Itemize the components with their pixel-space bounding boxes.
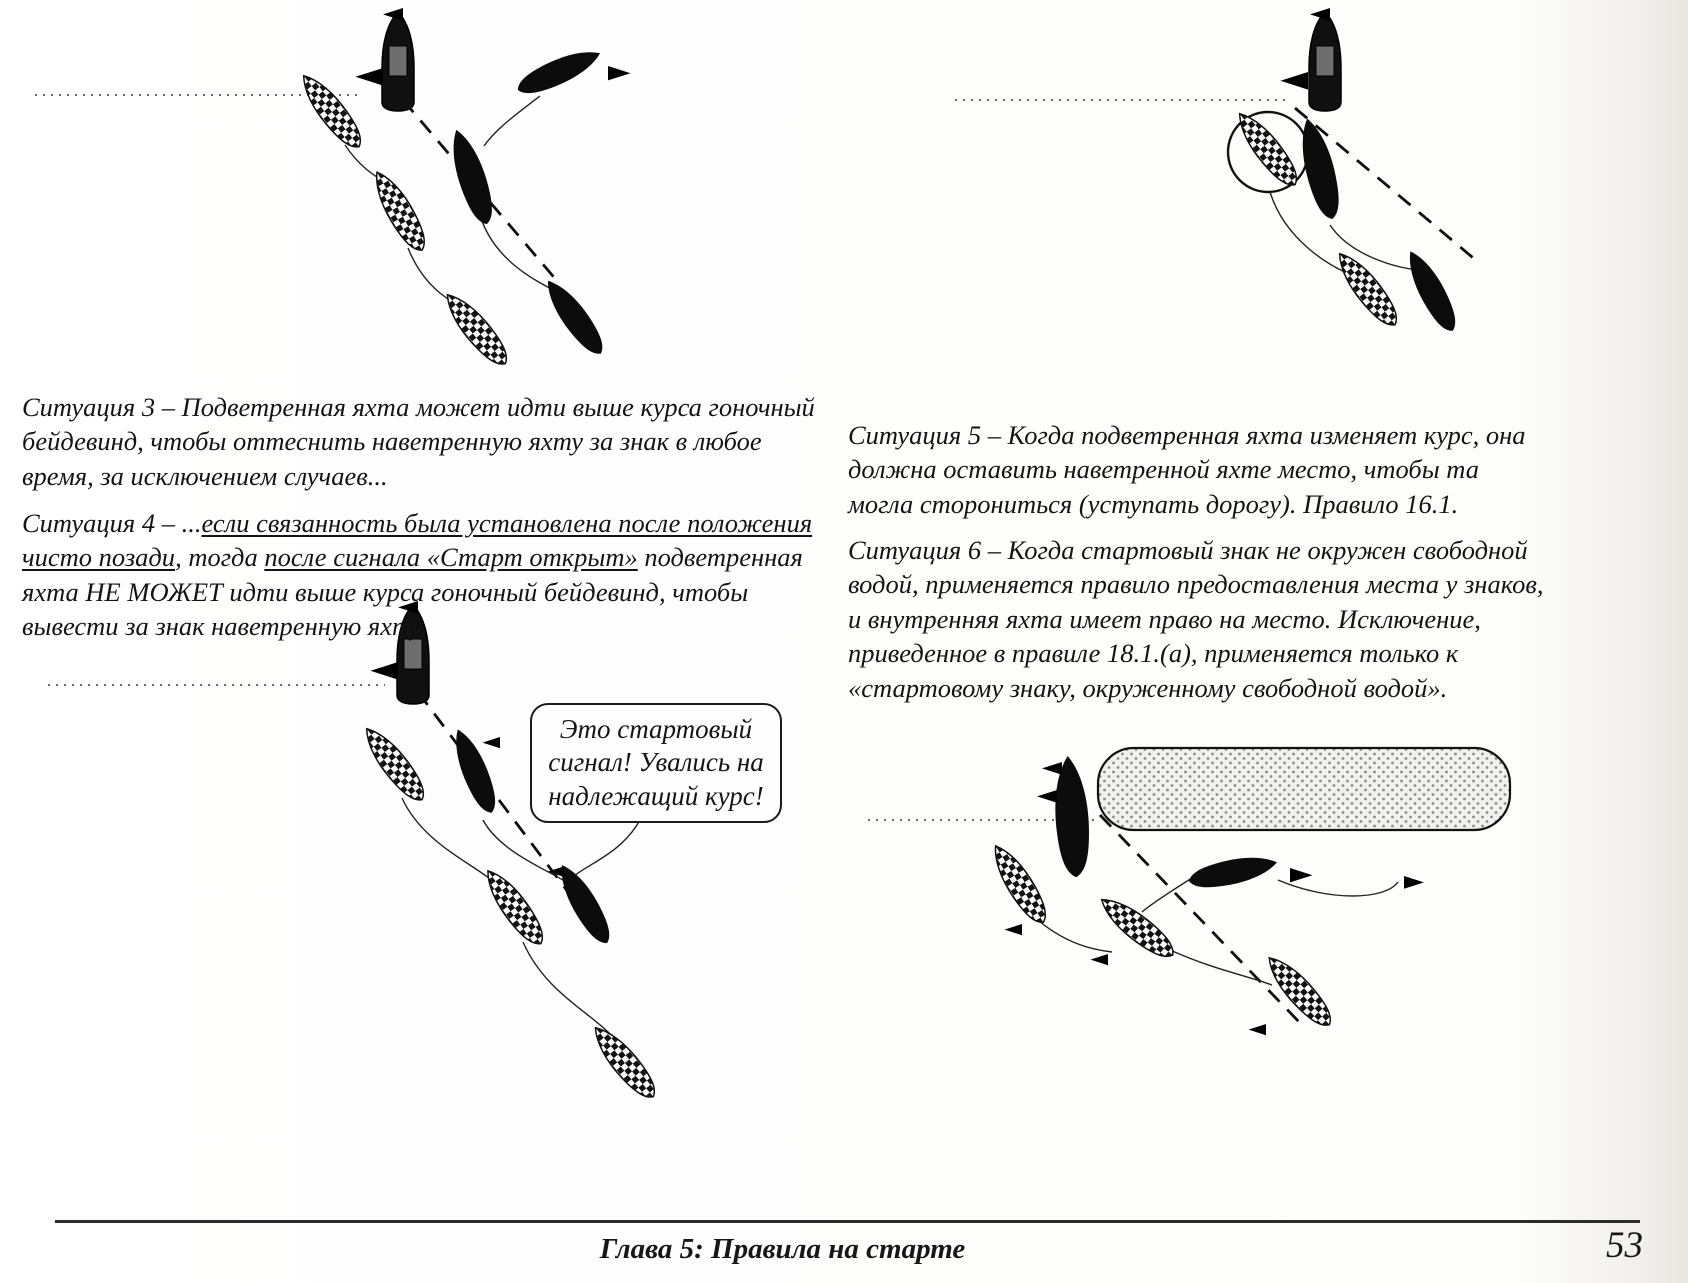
diagram-bottom-left [48, 601, 663, 1105]
speech-bubble-tail [574, 820, 640, 876]
situation-5-body: – Когда подветренная яхта изменяет курс, она должна оставить наветренной яхте место, чтобы та могла сторониться (уступать дорогу). Правило 16.1. [848, 420, 1526, 519]
committee-boat [382, 12, 414, 111]
situation-6-paragraph [848, 533, 1548, 705]
black-yacht [1186, 851, 1279, 893]
black-yacht [1400, 246, 1464, 337]
track-line [523, 942, 612, 1036]
pennant-icon [1037, 790, 1057, 803]
situation-3-paragraph [22, 390, 822, 493]
track-line [1278, 880, 1398, 896]
situation-4-paragraph [22, 506, 834, 644]
track-line [1170, 950, 1272, 985]
checkered-yacht [478, 864, 551, 951]
checkered-yacht [985, 840, 1053, 929]
checkered-yacht [1330, 246, 1405, 332]
situation-4-lead: – ... [155, 508, 202, 538]
black-yacht [1051, 755, 1092, 878]
committee-flag-icon [1281, 72, 1309, 90]
situation-4-underlined-2: после сигнала «Старт открыт» [264, 542, 638, 573]
pennant-icon [483, 737, 501, 748]
situation-4-underlined-1: если связанность была установлена после положения чисто позади [22, 508, 813, 573]
checkered-yacht [1260, 950, 1338, 1033]
pennant-icon [1404, 876, 1424, 889]
committee-boat [1309, 12, 1341, 111]
committee-flag-icon [356, 68, 384, 86]
checkered-yacht [366, 166, 432, 256]
footer-rule [55, 1220, 1640, 1223]
checkered-yacht [438, 287, 514, 372]
situation-4-rest: подветренная яхта НЕ МОЖЕТ идти выше курса гоночный бейдевинд, чтобы вывести за знак наветренную яхту. [22, 542, 803, 642]
speech-bubble [530, 703, 782, 823]
diagram-bottom-right [868, 748, 1510, 1035]
checkered-yacht [1230, 106, 1305, 192]
black-yacht [444, 126, 500, 228]
track-line [484, 96, 540, 146]
pier-obstruction [1098, 748, 1510, 830]
situation-5-label: Ситуация 5 [848, 420, 982, 450]
checkered-yacht [294, 68, 369, 154]
checkered-yacht [1094, 890, 1180, 965]
situation-6-body: – Когда стартовый знак не окружен свободной водой, применяется правило предоставления места у знаков, и внутренняя яхта имеет право на место. Исключение, приведенное в правиле 18.1.(а), применяется только к «стартовому знаку, окруженному свободной водой». [848, 535, 1544, 703]
diagram-top-left [35, 8, 631, 372]
pennant-icon [1091, 954, 1109, 965]
situation-3-body: – Подветренная яхта может идти выше курса гоночный бейдевинд, чтобы оттеснить наветренную яхту за знак в любое время, за исключением случаев... [22, 392, 815, 491]
chapter-title: Глава 5: Правила на старте [599, 1233, 966, 1265]
diagram-top-right [955, 8, 1478, 337]
situation-6-label: Ситуация 6 [848, 535, 982, 565]
black-yacht [513, 42, 605, 101]
pennant-icon [1042, 762, 1062, 775]
committee-flag-icon [371, 662, 399, 680]
page-number: 53 [1606, 1225, 1643, 1266]
checkered-yacht [586, 1020, 662, 1105]
speech-bubble-text: Это стартовый сигнал! Увались на надлежащий курс! [548, 714, 764, 811]
pennant-icon [1290, 868, 1313, 882]
situation-5-paragraph [848, 418, 1548, 521]
black-yacht [538, 274, 611, 361]
situation-4-mid: , тогда [175, 542, 265, 573]
checkered-yacht [357, 721, 432, 807]
situation-4-label: Ситуация 4 [22, 508, 156, 538]
pennant-icon [608, 66, 631, 80]
track-line [402, 798, 494, 882]
pennant-icon [1005, 924, 1023, 935]
pennant-icon [1249, 1024, 1267, 1035]
situation-3-label: Ситуация 3 [22, 392, 156, 422]
black-yacht [447, 725, 503, 818]
